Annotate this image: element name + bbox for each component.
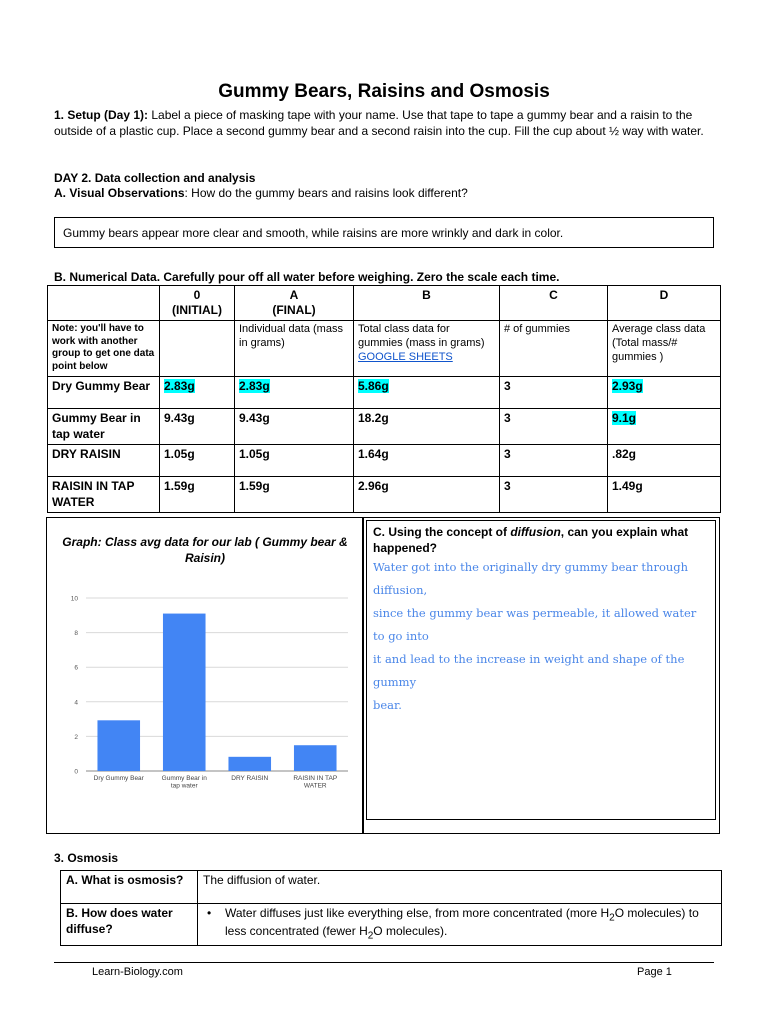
- cell-average[interactable]: .82g: [608, 445, 721, 477]
- cell-total[interactable]: 1.64g: [354, 445, 500, 477]
- table-row: [48, 377, 721, 409]
- table-header-row: [48, 286, 721, 321]
- cell-final[interactable]: 9.43g: [235, 409, 354, 445]
- col-d-description: Average class data (Total mass/# gummies ): [608, 321, 721, 377]
- cell-initial[interactable]: 1.59g: [160, 477, 235, 513]
- diffusion-answer-line: since the gummy bear was permeable, it allowed water to go into: [373, 606, 697, 644]
- x-tick-label: Dry Gummy Bear: [93, 775, 144, 782]
- bar: [294, 745, 337, 771]
- table-subheader-row: [48, 321, 721, 377]
- diffusion-answer: [373, 556, 709, 717]
- graph-title: Graph: Class avg data for our lab ( Gummy bear & Raisin): [62, 535, 348, 565]
- cell-final: 2.83g: [239, 379, 270, 393]
- x-tick-label: DRY RAISIN: [231, 775, 269, 782]
- diffusion-question: [373, 525, 709, 556]
- setup-paragraph: [54, 108, 714, 139]
- cell-initial[interactable]: 1.05g: [160, 445, 235, 477]
- cell-count[interactable]: 3: [500, 445, 608, 477]
- cell-final[interactable]: 1.59g: [235, 477, 354, 513]
- visual-observations-label: A. Visual Observations: [54, 186, 185, 200]
- cell-total[interactable]: 2.96g: [354, 477, 500, 513]
- cell-average: 2.93g: [612, 379, 643, 393]
- diffusion-answer-line: Water got into the originally dry gummy bear through diffusion,: [373, 560, 689, 598]
- day2-heading: DAY 2. Data collection and analysis: [54, 171, 256, 185]
- osmosis-table: [60, 870, 722, 946]
- col-final-bottom: (FINAL): [272, 303, 316, 317]
- col-final-top: A: [289, 288, 299, 302]
- footer-divider: [54, 962, 714, 963]
- table-row: [48, 445, 721, 477]
- x-tick-label: tap water: [170, 782, 198, 790]
- cell-initial[interactable]: 9.43g: [160, 409, 235, 445]
- cell-total: 5.86g: [358, 379, 389, 393]
- osmosis-question-b: B. How does water diffuse?: [61, 904, 198, 946]
- cell-count[interactable]: 3: [500, 377, 608, 409]
- cell-average: 9.1g: [612, 411, 637, 425]
- col-initial-top: 0: [193, 288, 201, 302]
- diffusion-term: diffusion: [510, 525, 561, 539]
- diffusion-explanation-box[interactable]: [366, 520, 716, 820]
- diffusion-question-prefix: C. Using the concept of: [373, 525, 511, 539]
- cell-initial: 2.83g: [164, 379, 195, 393]
- table-row: [48, 477, 721, 513]
- numerical-data-heading: B. Numerical Data. Carefully pour off all water before weighing. Zero the scale each time.: [54, 270, 560, 284]
- visual-observations-answer[interactable]: Gummy bears appear more clear and smooth, while raisins are more wrinkly and dark in color.: [54, 217, 714, 248]
- setup-label: 1. Setup (Day 1):: [54, 108, 149, 122]
- col-d-header: D: [608, 286, 721, 321]
- col-c-description: # of gummies: [500, 321, 608, 377]
- table-row: [61, 904, 722, 946]
- table-row: [61, 871, 722, 904]
- box-divider: [362, 517, 364, 834]
- cell-count[interactable]: 3: [500, 409, 608, 445]
- cell-average[interactable]: 1.49g: [608, 477, 721, 513]
- bar: [97, 720, 140, 771]
- row-label: Dry Gummy Bear: [48, 377, 160, 409]
- table-row: [48, 409, 721, 445]
- cell-total[interactable]: 18.2g: [354, 409, 500, 445]
- osmosis-question-a: A. What is osmosis?: [61, 871, 198, 904]
- y-tick-label: 4: [74, 699, 78, 707]
- col-b-header: B: [354, 286, 500, 321]
- footer-site: Learn-Biology.com: [92, 966, 183, 978]
- google-sheets-link[interactable]: GOOGLE SHEETS: [358, 350, 453, 363]
- row-label: DRY RAISIN: [48, 445, 160, 477]
- y-tick-label: 6: [74, 664, 78, 672]
- y-tick-label: 10: [70, 595, 78, 603]
- col-initial-bottom: (INITIAL): [172, 303, 222, 317]
- diffusion-answer-line: bear.: [373, 698, 402, 713]
- numerical-data-table: [47, 285, 721, 513]
- y-tick-label: 0: [74, 768, 78, 776]
- visual-observations-question: [54, 186, 714, 202]
- diffusion-answer-line: it and lead to the increase in weight and shape of the gummy: [373, 652, 685, 690]
- bar: [228, 757, 271, 771]
- list-item: • Water diffuses just like everything else, from more concentrated (more $H_2O$ molecules) to less concentrated (fewer $H_2O$ molecules).: [207, 906, 699, 942]
- x-tick-label: Gummy Bear in: [161, 775, 207, 782]
- bullet-icon: •: [207, 906, 212, 920]
- setup-text: Label a piece of masking tape with your name. Use that tape to tape a gummy bear and a raisin to the outside of a plastic cup. Place a second gummy bear and a second raisin into the cup. Fill the cup about ½ way with water.: [54, 108, 704, 138]
- row-label: RAISIN IN TAP WATER: [48, 477, 160, 513]
- x-tick-label: WATER: [303, 782, 327, 790]
- col-a-description: Individual data (mass in grams): [235, 321, 354, 377]
- osmosis-answer-b[interactable]: [198, 904, 722, 946]
- row-label: Gummy Bear in tap water: [48, 409, 160, 445]
- page-title: Gummy Bears, Raisins and Osmosis: [218, 81, 550, 102]
- visual-observations-text: : How do the gummy bears and raisins look different?: [184, 186, 468, 200]
- y-tick-label: 8: [74, 630, 78, 638]
- x-tick-label: RAISIN IN TAP: [293, 775, 338, 782]
- cell-final[interactable]: 1.05g: [235, 445, 354, 477]
- cell-count[interactable]: 3: [500, 477, 608, 513]
- osmosis-heading: 3. Osmosis: [54, 851, 119, 865]
- diffusion-question-suffix: , can you explain what happened?: [373, 525, 689, 555]
- col-b-description: Total class data for gummies (mass in grams): [358, 323, 485, 349]
- class-average-bar-chart: [56, 590, 356, 800]
- bar: [163, 614, 206, 771]
- col-c-header: C: [500, 286, 608, 321]
- footer-page-number: Page 1: [637, 966, 672, 978]
- table-note: Note: you'll have to work with another group to get one data point below: [48, 321, 160, 377]
- osmosis-answer-a[interactable]: The diffusion of water.: [198, 871, 722, 904]
- y-tick-label: 2: [74, 733, 78, 741]
